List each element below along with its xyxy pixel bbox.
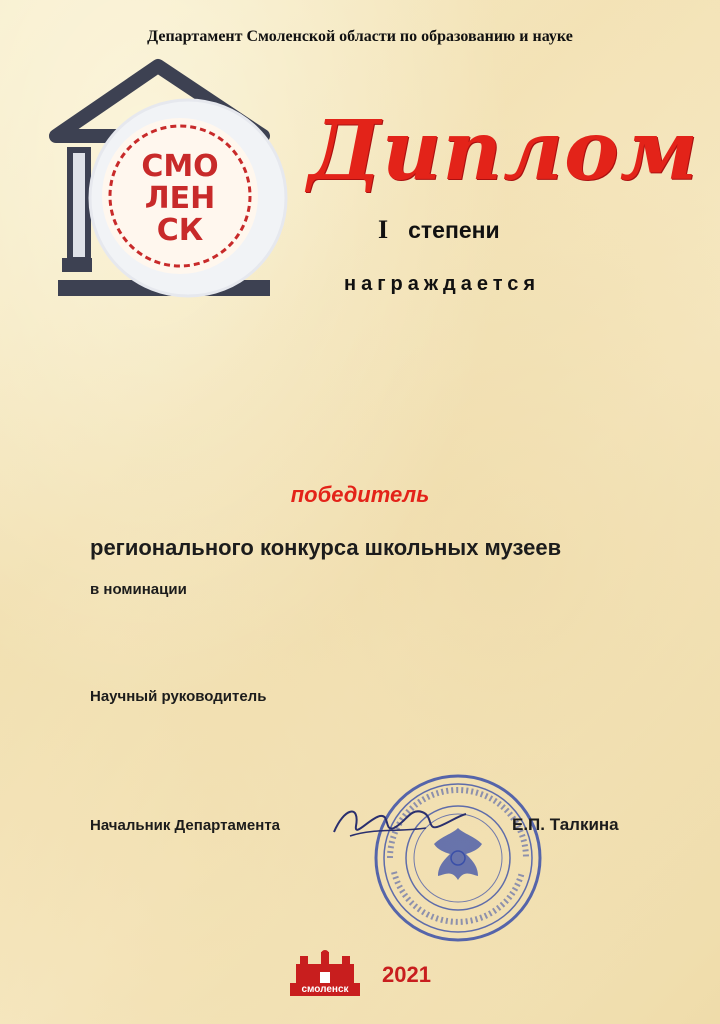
smolensk-emblem-logo [48,58,288,310]
department-title: Департамент Смоленской области по образованию и науке [147,28,573,45]
footer-logo-label: смоленск [290,983,360,996]
logo-text-3: СК [156,213,204,248]
contest-name: регионального конкурса школьных музеев [90,535,562,560]
diploma-title: Диплом [308,103,699,199]
supervisor-label: Научный руководитель [90,688,267,705]
logo-text-1: СМО [141,149,219,184]
signatory-position: Начальник Департамента [90,817,281,834]
awarded-label: награждается [344,273,541,295]
footer-smolensk-logo [290,950,360,996]
nomination-label: в номинации [90,581,187,598]
winner-label: победитель [290,482,430,507]
kremlin-icon [290,950,360,984]
degree-roman: I [378,215,389,244]
signature [330,798,470,848]
degree-line [378,215,500,245]
signatory-name: Е.П. Талкина [512,815,619,834]
logo-text-2: ЛЕН [144,181,216,216]
year-label: 2021 [382,962,431,987]
degree-word: степени [408,217,500,243]
